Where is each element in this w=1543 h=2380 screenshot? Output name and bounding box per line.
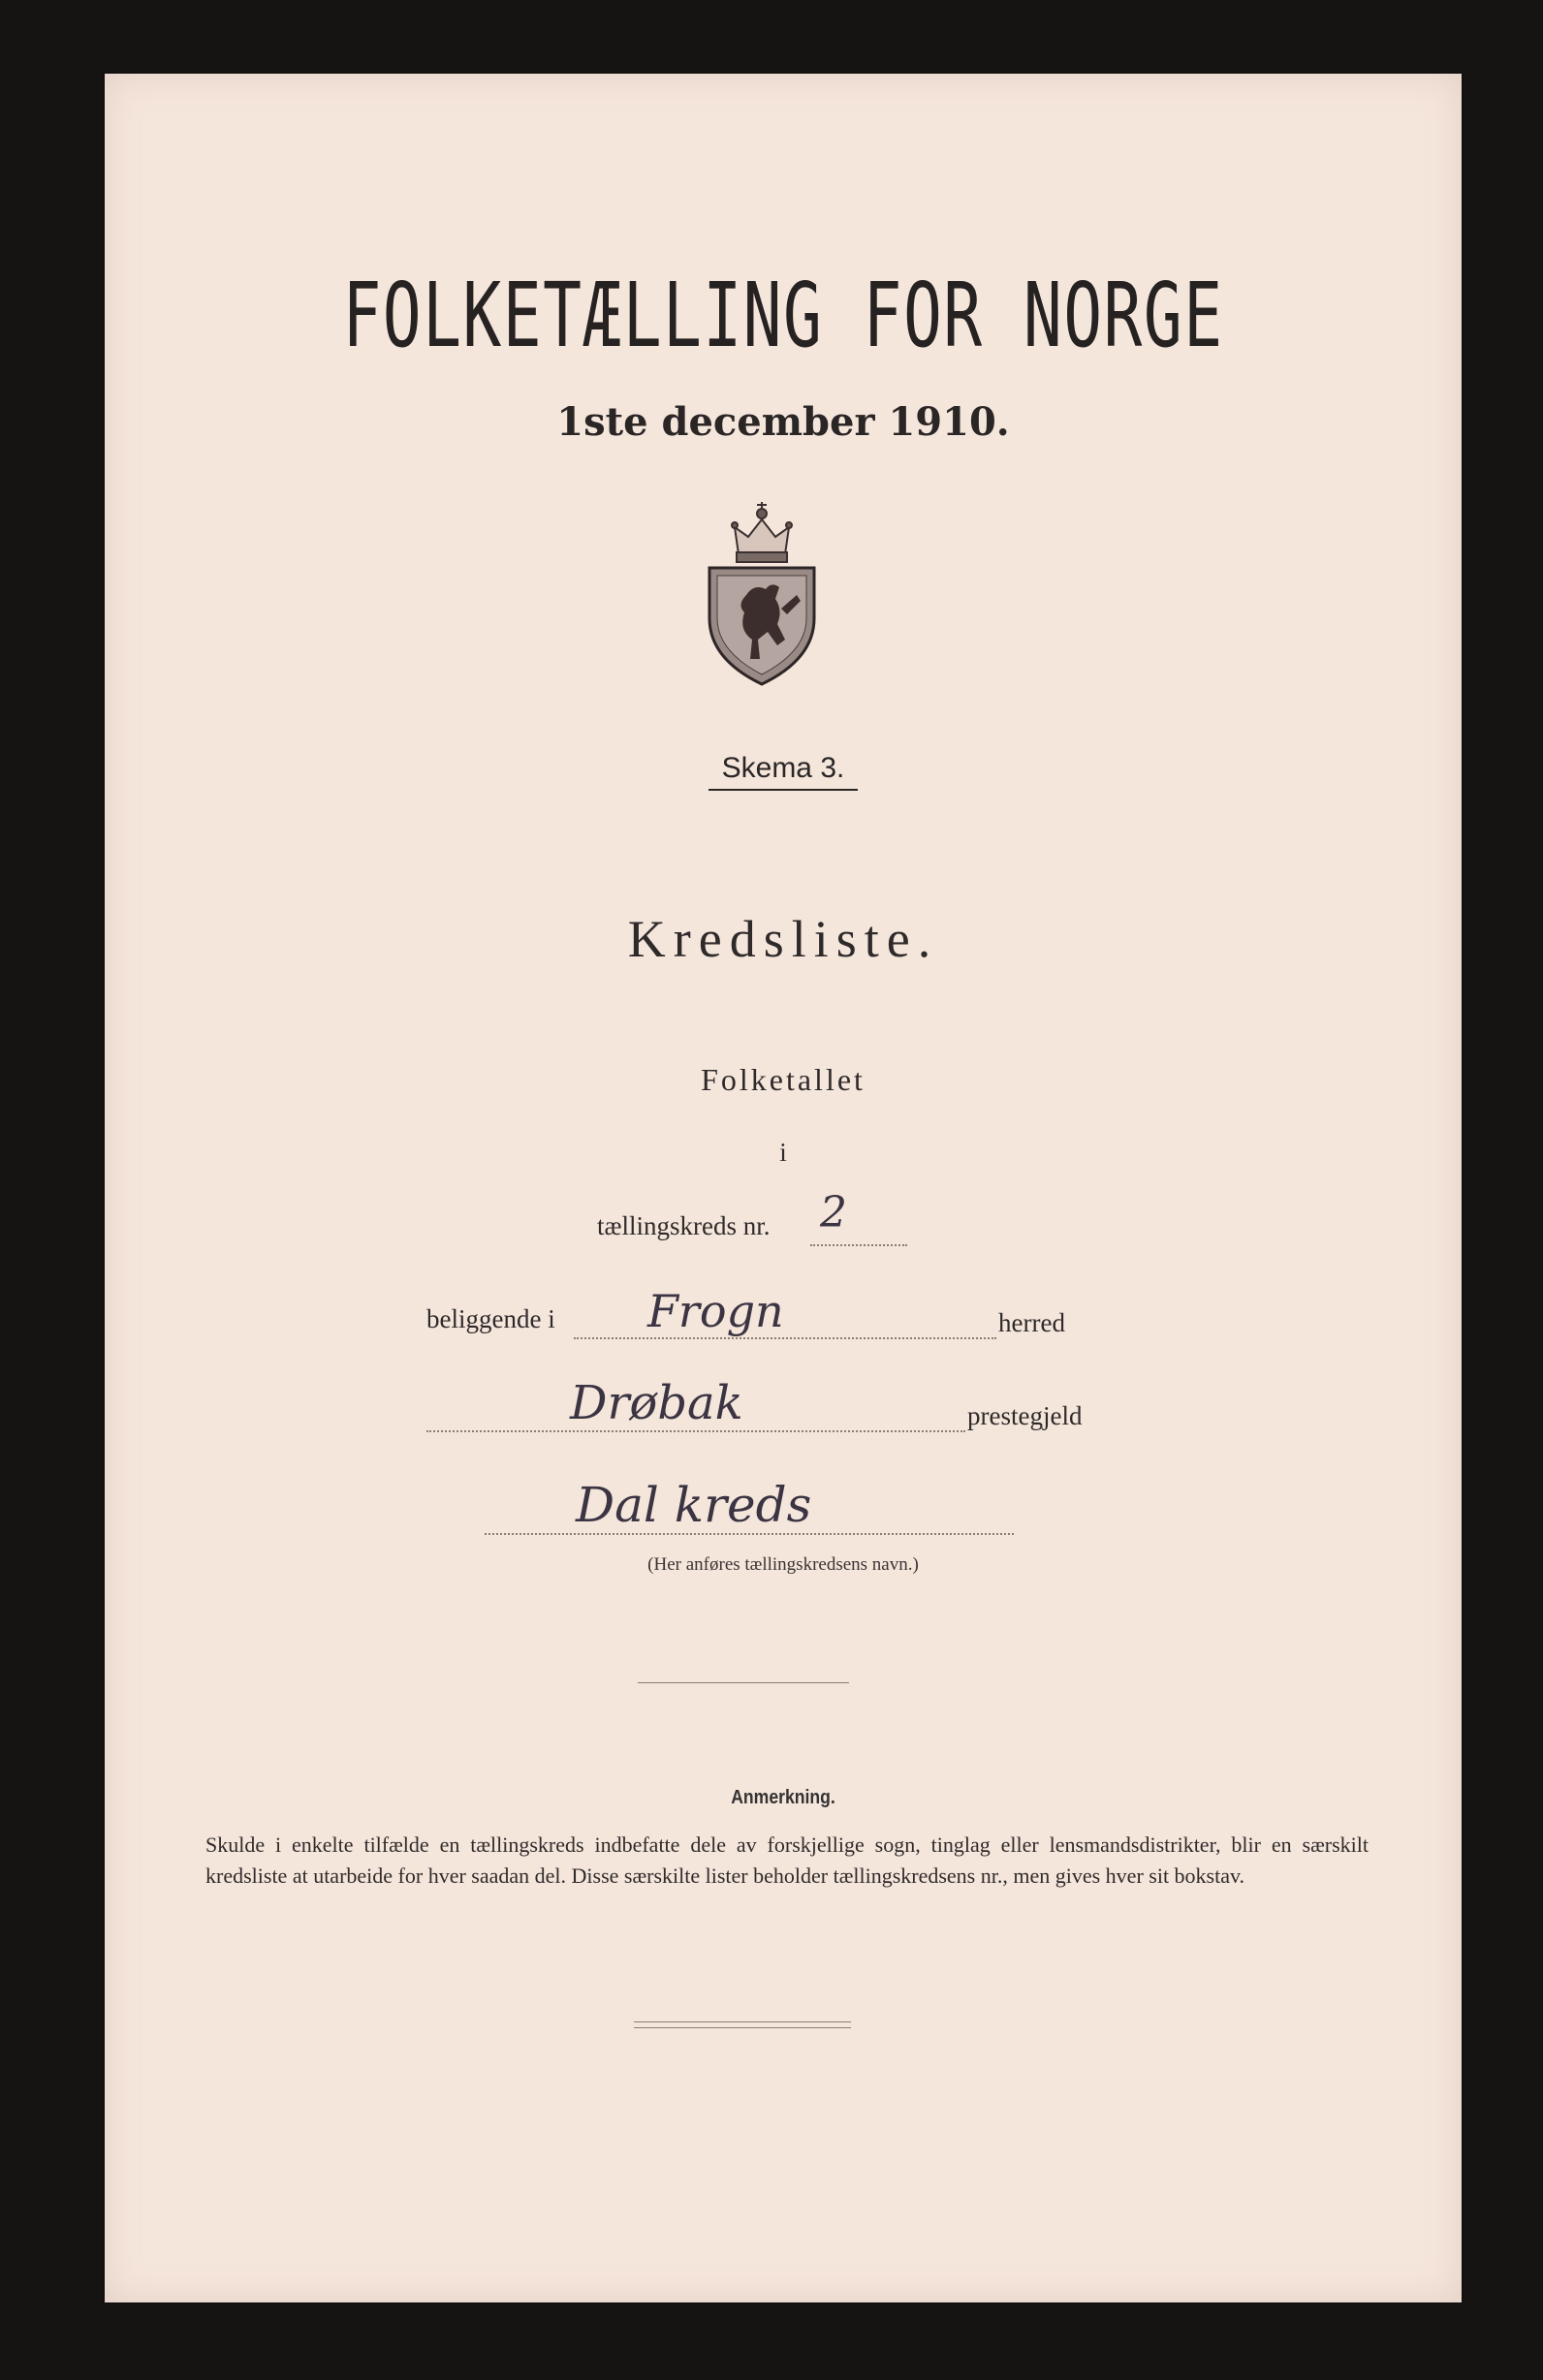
anmerkning-text: Skulde i enkelte tilfælde en tællingskreds indbefatte dele av forskjellige sogn, tinglag eller lensmandsdistrikter, blir en særskilt kredsliste at utarbeide for hver saadan del. Disse særskilte lister beholder tællingskredsens nr., men gives hver sit bokstav. [205,1832,1369,1888]
i-label: i [779,1138,787,1167]
folketallet-label: Folketallet [701,1062,866,1097]
anmerkning-title: Anmerkning. [731,1787,835,1808]
bottom-rule-1 [634,2021,851,2022]
kredsnavn-note: (Her anføres tællingskredsens navn.) [647,1554,919,1575]
kredsnavn-value: Dal kreds [576,1477,812,1533]
norwegian-coat-of-arms-icon [700,494,824,688]
herred-value: Frogn [647,1285,784,1337]
kreds-label: tællingskreds nr. [597,1211,771,1240]
bottom-rule-2 [634,2027,851,2028]
prestegjeld-label: prestegjeld [967,1401,1083,1430]
census-form-page [105,74,1462,2302]
herred-label: herred [998,1308,1065,1337]
herred-line [574,1337,996,1339]
form-title: Kredsliste. [627,910,939,968]
prestegjeld-line [426,1430,965,1432]
beliggende-label: beliggende i [426,1304,555,1333]
divider-line [638,1682,849,1683]
document-date: 1ste december 1910. [556,399,1010,445]
schema-label: Skema 3. [105,752,1462,791]
kreds-number-value: 2 [820,1188,847,1237]
document-title: FOLKETÆLLING FOR NORGE [342,264,1224,367]
prestegjeld-value: Drøbak [570,1376,743,1430]
kredsnavn-line [485,1533,1014,1535]
kreds-number-line [810,1244,907,1246]
